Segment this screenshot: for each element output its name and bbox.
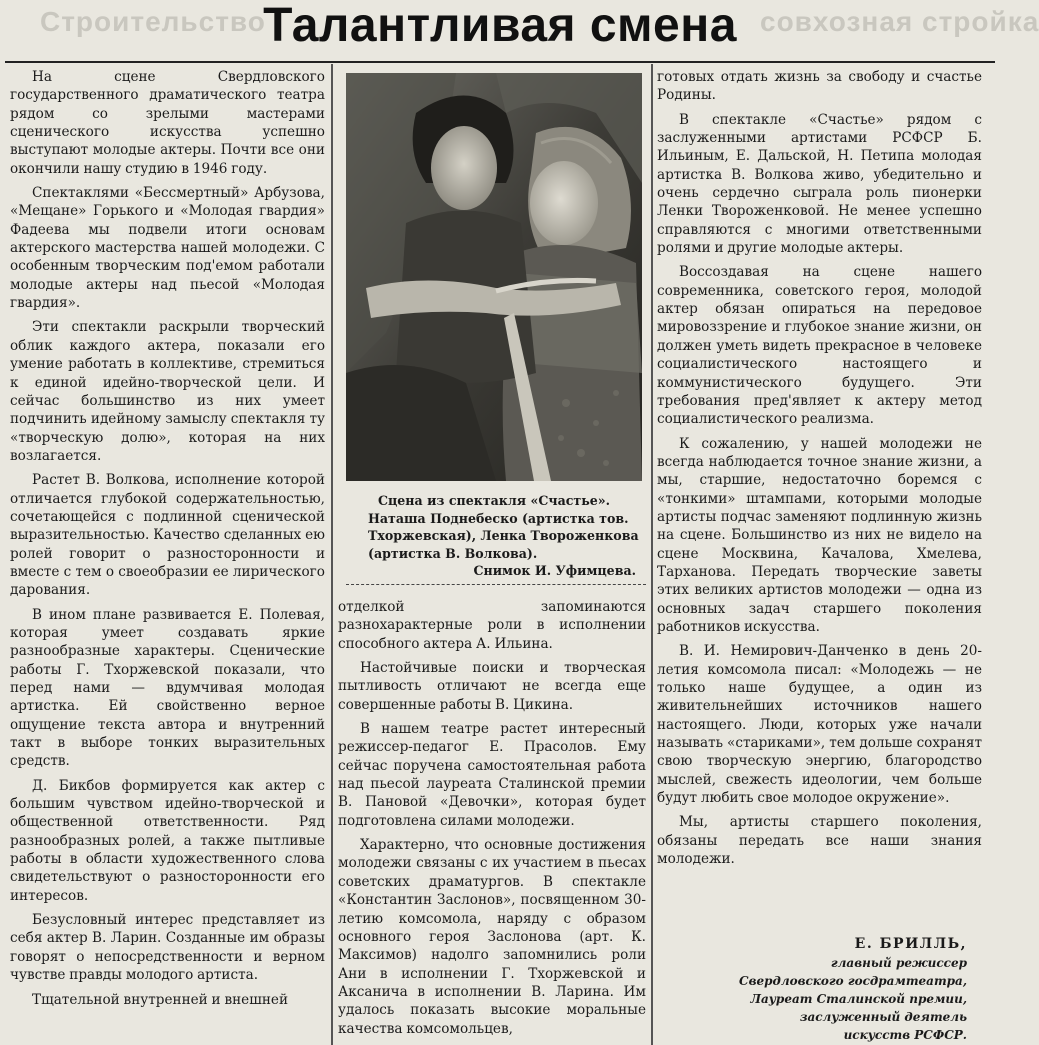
author-role-line: искусств РСФСР.: [843, 1028, 967, 1042]
photo-image: [346, 73, 642, 481]
caption-credit: Снимок И. Уфимцева.: [473, 563, 636, 578]
column-divider: [331, 64, 333, 1045]
author-signature: [657, 934, 967, 1044]
bleed-right-text: совхозная стройка: [760, 6, 1039, 37]
author-role-line: главный режиссер: [830, 956, 967, 970]
column-2: [338, 598, 646, 1045]
column-divider: [651, 64, 653, 1045]
paragraph: Д. Бикбов формируется как актер с большим чувством идейно-творческой и общественной ответственности. Ряд разнообразных ролей, а также пытливые работы в области художественного слова свидетельствуют о разносторонности его интересов.: [10, 777, 325, 904]
author-role-line: заслуженный деятель: [799, 1010, 967, 1024]
paragraph: К сожалению, у нашей молодежи не всегда наблюдается точное знание жизни, а мы, старшие, недостаточно боремся с «тонкими» штампами, которыми молодые артисты подчас заменяют подлинную жизнь на сцене. Большинство из них не видело на сцене Москвина, Качалова, Хмелева, Тарханова. Передать творческие заветы этих великих артистов молодежи — одна из основных задач старшего поколения работников искусства.: [657, 435, 982, 635]
paragraph: Настойчивые поиски и творческая пытливость отличают не всегда еще совершенные работы В. Цикина.: [338, 660, 646, 713]
caption-divider: [346, 584, 646, 585]
author-role-line: Свердловского госдрамтеатра,: [739, 974, 967, 988]
paragraph: Спектаклями «Бессмертный» Арбузова, «Мещане» Горького и «Молодая гвардия» Фадеева мы подвели итоги основам актерского мастерства нашей молодежи. С особенным творческим под'емом работали молодые актеры над пьесой «Молодая гвардия».: [10, 185, 325, 312]
paragraph: Воссоздавая на сцене нашего современника, советского героя, молодой актер обязан опираться на передовое мировоззрение и глубокое знание жизни, он должен уметь видеть прекрасное в человеке социалистического настоящего и коммунистического будущего. Эти требования пред'являет к актеру метод социалистического реализма.: [657, 264, 982, 428]
photo-caption: [346, 492, 642, 580]
paragraph: Характерно, что основные достижения молодежи связаны с их участием в пьесах советских драматургов. В спектакле «Константин Заслонов», посвященном 30-летию комсомола, наряду с образом основного героя Заслонова (арт. К. Максимов) надолго запомнились роли Ани в исполнении Г. Тхоржевской и Аксанича в исполнении В. Ларина. Им удалось показать высокие моральные качества комсомольцев,: [338, 837, 646, 1037]
caption-cast: Наташа Поднебеско (артистка тов. Тхоржевская), Ленка Твороженкова (артистка В. Волкова).: [368, 510, 639, 561]
paragraph: Мы, артисты старшего поколения, обязаны передать все наши знания молодежи.: [657, 814, 982, 868]
paragraph: Безусловный интерес представляет из себя актер В. Ларин. Созданные им образы говорят о непосредственности и верном чувстве правды молодого артиста.: [10, 912, 325, 984]
author-role-line: Лауреат Сталинской премии,: [750, 992, 967, 1006]
paragraph: отделкой запоминаются разнохарактерные роли в исполнении способного актера А. Ильина.: [338, 599, 646, 652]
paragraph: Растет В. Волкова, исполнение которой отличается глубокой содержательностью, сочетающейся с подлинной сценической выразительностью. Качество сделанных ею ролей говорит о разносторонности и вместе с тем о своеобразии ее лирического дарования.: [10, 472, 325, 599]
headline-rule: [5, 61, 995, 63]
column-3: [657, 68, 982, 944]
paragraph: На сцене Свердловского государственного драматического театра рядом со зрелыми мастерами сценического искусства успешно выступают молодые актеры. Почти все они окончили нашу студию в 1946 году.: [10, 69, 325, 177]
caption-title: Сцена из спектакля «Счастье».: [377, 493, 611, 508]
paragraph: В. И. Немирович-Данченко в день 20-летия комсомола писал: «Молодежь — не только наше будущее, а один из живительнейших источников нашего настоящего. Люди, которых уже начали называть «стариками», тем дольше сохранят свою творческую энергию, благородство мыслей, свежесть идеологии, чем больше будут любить свое молодое окружение».: [657, 643, 982, 807]
paragraph: В ином плане развивается Е. Полевая, которая умеет создавать яркие разнообразные характеры. Сценические работы Г. Тхоржевской показали, что перед нами — вдумчивая молодая артистка. Ей свойственно верное ощущение текста автора и внутренний такт в выборе тонких выразительных средств.: [10, 606, 325, 770]
paragraph: В спектакле «Счастье» рядом с заслуженными артистами РСФСР Б. Ильиным, Е. Дальской, Н. Петипа молодая артистка В. Волкова живо, убедительно и очень сердечно сыграла роль пионерки Ленки Твороженковой. Не менее успешно справляются с многими ответственными ролями и другие молодые актеры.: [657, 111, 982, 257]
paragraph: Эти спектакли раскрыли творческий облик каждого актера, показали его умение работать в коллективе, стремиться к единой идейно-творческой цели. И сейчас большинство из них умеет подчинить идейному замыслу спектакля ту «творческую долю», которая на них возлагается.: [10, 319, 325, 464]
column-1: [10, 68, 325, 1045]
paragraph: Тщательной внутренней и внешней: [32, 991, 289, 1008]
paragraph: В нашем театре растет интересный режиссер-педагог Е. Прасолов. Ему сейчас поручена самостоятельная работа над пьесой лауреата Сталинской премии В. Пановой «Девочки», которая будет подготовлена силами молодежи.: [338, 721, 646, 829]
bleed-left-text: Строительство: [40, 6, 266, 37]
scene-photo: [346, 73, 642, 481]
paragraph: готовых отдать жизнь за свободу и счастье Родины.: [657, 69, 982, 104]
author-name: Е. БРИЛЛЬ,: [854, 936, 967, 952]
article-headline: Талантливая смена: [263, 0, 737, 52]
